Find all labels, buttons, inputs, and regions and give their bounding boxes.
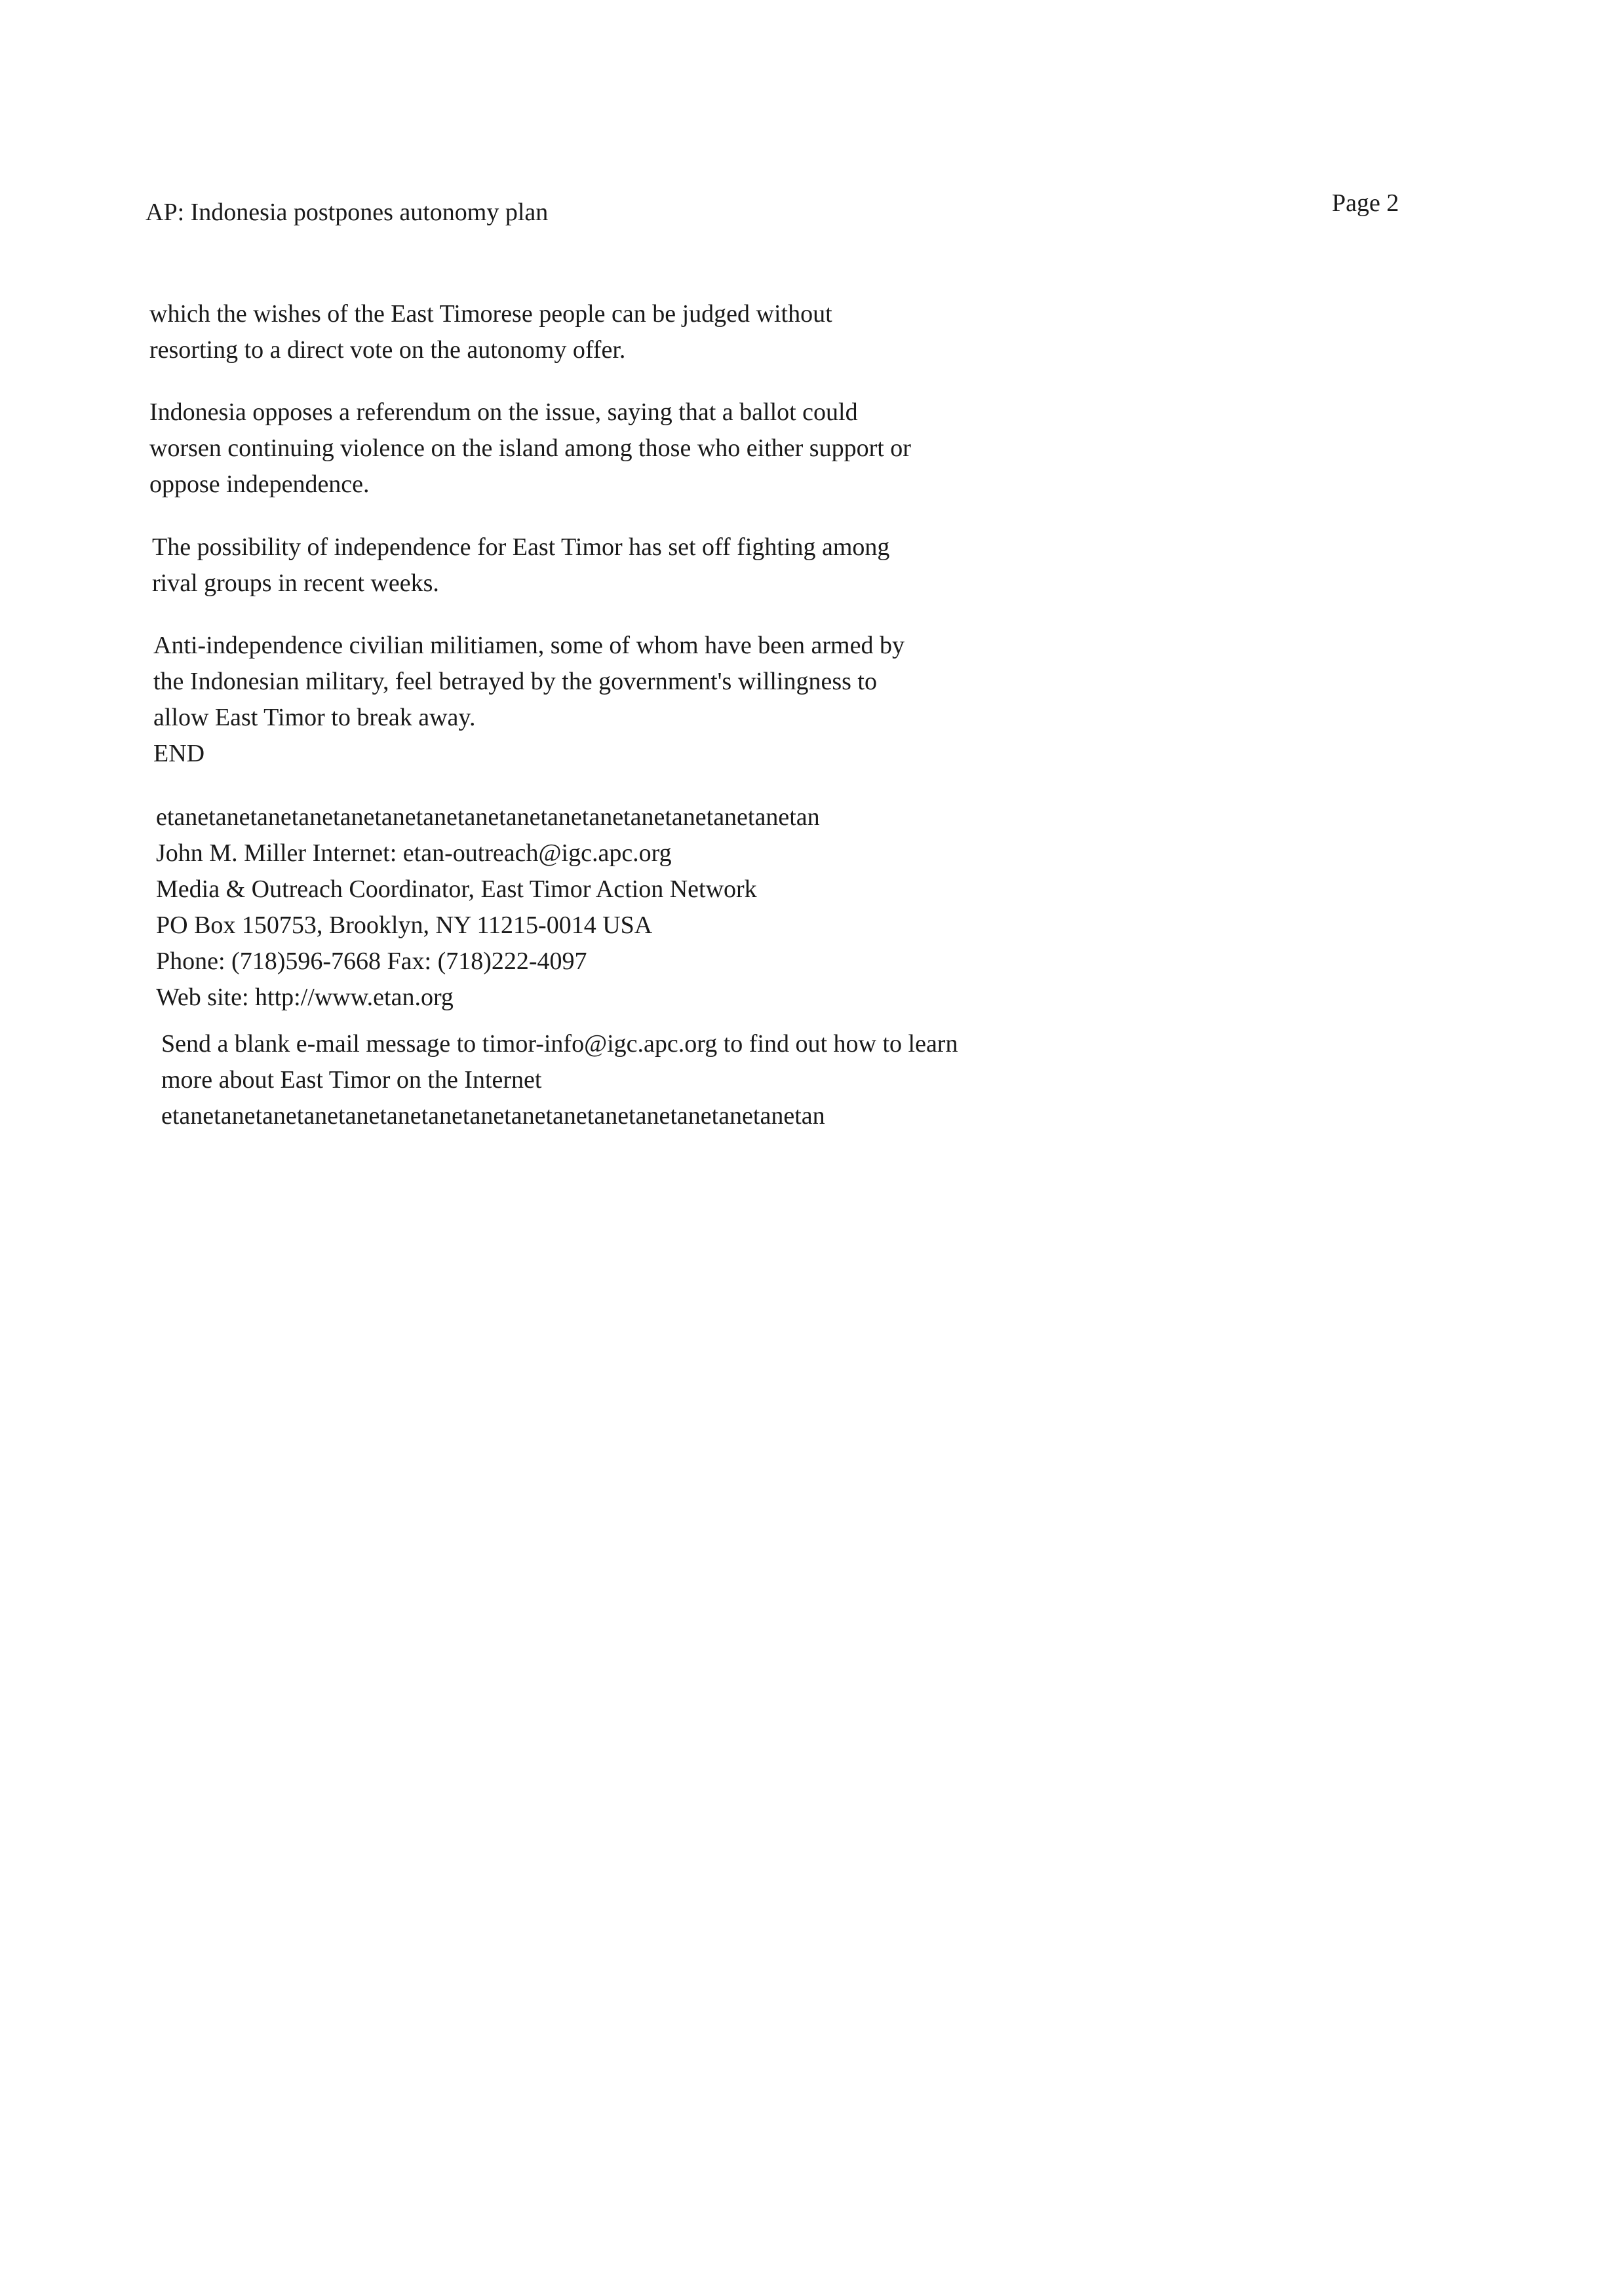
text-line: more about East Timor on the Internet [161,1066,542,1094]
text-line: The possibility of independence for East Timor has set off fighting among [152,533,890,561]
phone-row [156,944,820,980]
text-line: which the wishes of the East Timorese people can be judged without [149,300,832,328]
document-title: AP: Indonesia postpones autonomy plan [146,199,549,226]
text-line: Anti-independence civilian militiamen, some of whom have been armed by [153,632,905,659]
paragraph-3 [152,529,889,602]
signature-separator: etanetanetanetanetanetanetanetanetanetanetanetanetanetanetanetan [156,803,820,831]
footer-separator: etanetanetanetanetanetanetanetanetanetanetanetanetanetanetanetan [161,1102,825,1130]
contact-fax: Fax: (718)222-4097 [387,947,587,975]
text-line: the Indonesian military, feel betrayed by the government's willingness to [153,668,877,695]
paragraph-2 [149,394,911,503]
contact-website: Web site: http://www.etan.org [156,984,454,1011]
text-line: resorting to a direct vote on the autonomy offer. [149,336,626,364]
text-line: Indonesia opposes a referendum on the issue, saying that a ballot could [149,398,858,426]
footer-note [161,1026,958,1134]
contact-phone: Phone: (718)596-7668 [156,947,381,975]
text-line: worsen continuing violence on the island among those who either support or [149,434,911,462]
end-marker: END [153,740,205,767]
paragraph-4 [153,628,905,772]
contact-address: PO Box 150753, Brooklyn, NY 11215-0014 USA [156,911,653,939]
contact-email: Internet: etan-outreach@igc.apc.org [312,839,672,867]
paragraph-1 [149,296,832,368]
text-line: Send a blank e-mail message to timor-info@igc.apc.org to find out how to learn [161,1030,958,1058]
text-line: oppose independence. [149,470,370,498]
page-number: Page 2 [1332,189,1399,217]
text-line: allow East Timor to break away. [153,704,476,731]
signature-block [156,799,820,1016]
name-row [156,835,820,871]
contact-role: Media & Outreach Coordinator, East Timor Action Network [156,875,757,903]
contact-name: John M. Miller [156,839,307,867]
text-line: rival groups in recent weeks. [152,569,439,597]
